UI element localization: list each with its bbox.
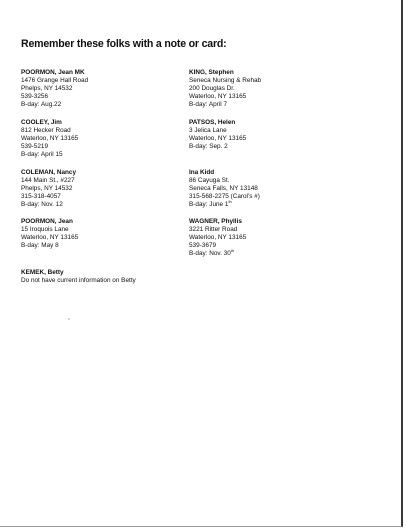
- contact-name: KING, Stephen: [189, 69, 234, 76]
- contact-line: Seneca Nursing & Rehab: [189, 77, 262, 84]
- contact-birthday-line: [189, 247, 359, 258]
- contact-line: 315-568-2275 (Carol's #): [189, 193, 260, 200]
- contact-name: Ina Kidd: [189, 169, 215, 176]
- contact-line: 539-5219: [21, 143, 49, 150]
- contact-line: Do not have current information on Betty: [21, 277, 136, 284]
- contact-entry: [189, 119, 359, 151]
- contact-line: Seneca Falls, NY 13148: [189, 185, 258, 192]
- contact-line: Waterloo, NY 13165: [189, 93, 247, 100]
- contact-line: B-day: April 7: [189, 101, 228, 108]
- contact-line: 539-3679: [189, 242, 217, 249]
- contact-line: 3221 Ritter Road: [189, 226, 238, 233]
- contact-line: 539-3256: [21, 93, 49, 100]
- contact-name: KEMEK, Betty: [21, 269, 64, 276]
- contact-entry: [189, 169, 359, 209]
- contact-entry: [189, 218, 359, 258]
- ordinal-suffix: th: [228, 198, 232, 204]
- contact-line: B-day: May 8: [21, 242, 59, 249]
- contact-entry: [189, 69, 359, 109]
- contact-entry: [21, 169, 191, 209]
- contact-line: B-day: Sep. 2: [189, 143, 228, 150]
- contact-line: B-day: Aug.22: [21, 101, 62, 108]
- contact-line: B-day: Nov. 12: [21, 201, 63, 208]
- contact-entry: [21, 69, 191, 109]
- contact-line: 1476 Grange Hall Road: [21, 77, 89, 84]
- contact-name: COLEMAN, Nancy: [21, 169, 77, 176]
- contact-line: Waterloo, NY 13165: [189, 234, 247, 241]
- contact-line: Phelps, NY 14532: [21, 85, 73, 92]
- contact-name: PATSOS, Helen: [189, 119, 236, 126]
- contact-line: 144 Main St., #227: [21, 177, 75, 184]
- contact-line: 315-318-4057: [21, 193, 61, 200]
- contact-line: B-day: June 1: [189, 201, 229, 208]
- contact-line: 812 Hecker Road: [21, 127, 71, 134]
- contact-entry: [21, 218, 191, 250]
- contact-line: 200 Douglas Dr.: [189, 85, 235, 92]
- contact-name: POORMON, Jean MK: [21, 69, 85, 76]
- contact-name: COOLEY, Jim: [21, 119, 62, 126]
- contact-line: 15 Iroquois Lane: [21, 226, 69, 233]
- contact-line: Phelps, NY 14532: [21, 185, 73, 192]
- contact-line: B-day: April 15: [21, 151, 63, 158]
- contact-line: 3 Jelica Lane: [189, 127, 227, 134]
- contact-entry: [21, 119, 191, 159]
- contact-name: WAGNER, Phyllis: [189, 218, 242, 225]
- page-title: Remember these folks with a note or card:: [21, 38, 227, 50]
- contact-birthday-line: [189, 198, 359, 209]
- contact-name: POORMON, Jean: [21, 218, 73, 225]
- contact-entry: [21, 269, 191, 285]
- ordinal-suffix: th: [230, 247, 235, 253]
- contact-line: Waterloo, NY 13165: [189, 135, 247, 142]
- contact-line: Waterloo, NY 13165: [21, 135, 79, 142]
- contact-line: 86 Cayuga St.: [189, 177, 230, 184]
- stray-mark: *: [68, 318, 70, 324]
- contact-line: Waterloo, NY 13165: [21, 234, 79, 241]
- contact-line: B-day: Nov. 30: [189, 250, 231, 257]
